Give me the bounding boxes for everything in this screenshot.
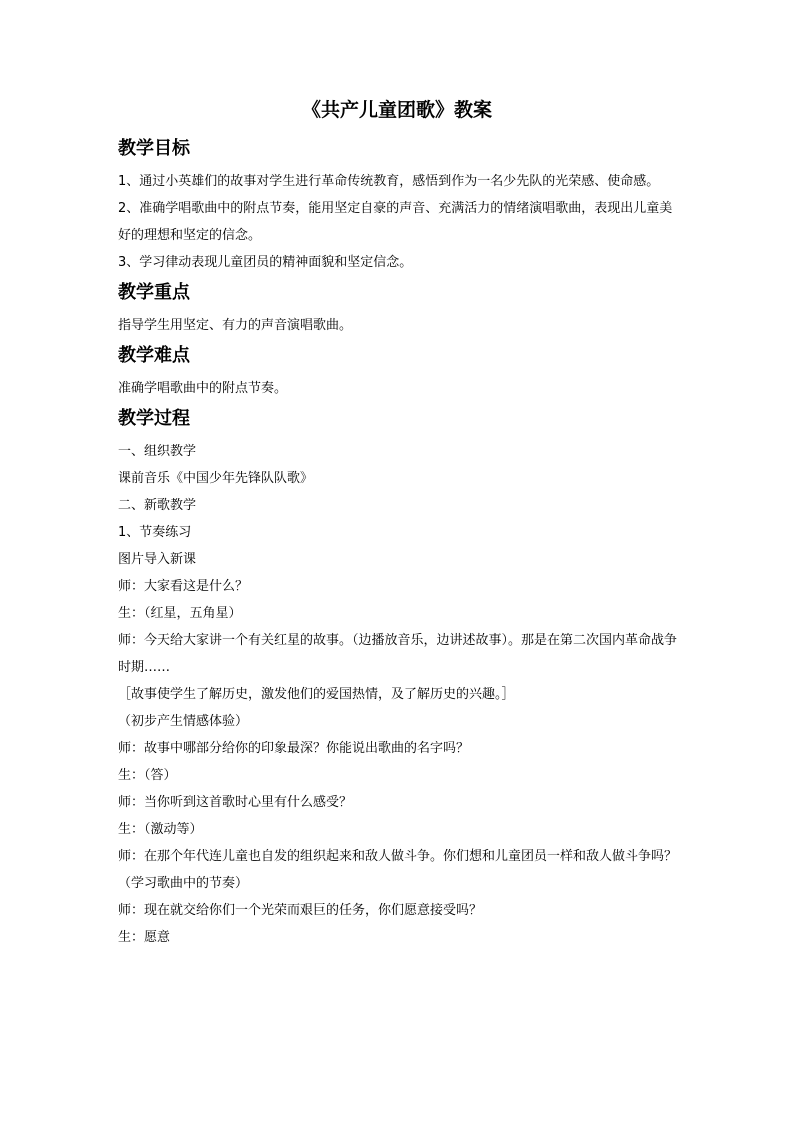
paragraph: 图片导入新课 xyxy=(118,552,197,567)
paragraph: 生：（红星，五角星） xyxy=(118,606,242,621)
paragraph: 3、学习律动表现儿童团员的精神面貌和坚定信念。 xyxy=(118,255,413,270)
paragraph: （初步产生情感体验） xyxy=(118,714,249,729)
paragraph: 师：大家看这是什么？ xyxy=(118,579,249,594)
paragraph: 师：现在就交给你们一个光荣而艰巨的任务，你们愿意接受吗？ xyxy=(118,903,483,918)
paragraph: 二、新歌教学 xyxy=(118,498,197,513)
section-heading: 教学重点 xyxy=(118,282,190,303)
paragraph: 1、节奏练习 xyxy=(118,525,192,540)
paragraph: 师：当你听到这首歌时心里有什么感受？ xyxy=(118,795,353,810)
paragraph: 课前音乐《中国少年先锋队队歌》 xyxy=(118,471,314,486)
section-heading: 教学过程 xyxy=(118,408,190,429)
paragraph: 1、通过小英雄们的故事对学生进行革命传统教育，感悟到作为一名少先队的光荣感、使命感。 xyxy=(118,174,660,189)
section-heading: 教学难点 xyxy=(118,345,190,366)
paragraph: 准确学唱歌曲中的附点节奏。 xyxy=(118,381,288,396)
paragraph: 生：（激动等） xyxy=(118,822,203,837)
document-title: 《共产儿童团歌》教案 xyxy=(301,99,492,121)
paragraph: 师：今天给大家讲一个有关红星的故事。（边播放音乐，边讲述故事）。那是在第二次国内革命战争时期…… xyxy=(118,633,678,675)
paragraph: 2、准确学唱歌曲中的附点节奏，能用坚定自豪的声音、充满活力的情绪演唱歌曲，表现出儿童美好的理想和坚定的信念。 xyxy=(118,201,673,243)
section-objectives xyxy=(118,136,680,276)
section-process xyxy=(118,406,680,951)
section-key-points xyxy=(118,280,680,339)
paragraph: 师：在那个年代连儿童也自发的组织起来和敌人做斗争。你们想和儿童团员一样和敌人做斗争吗？ xyxy=(118,849,678,864)
document-body xyxy=(118,136,680,951)
paragraph: 生：（答） xyxy=(118,768,177,783)
paragraph: 生：愿意 xyxy=(118,930,171,945)
paragraph: ［故事使学生了解历史，激发他们的爱国热情，及了解历史的兴趣。］ xyxy=(118,687,515,702)
section-difficulties xyxy=(118,343,680,402)
paragraph: （学习歌曲中的节奏） xyxy=(118,876,249,891)
paragraph: 一、组织教学 xyxy=(118,444,197,459)
paragraph: 指导学生用坚定、有力的声音演唱歌曲。 xyxy=(118,318,353,333)
paragraph: 师：故事中哪部分给你的印象最深？你能说出歌曲的名字吗？ xyxy=(118,741,470,756)
section-heading: 教学目标 xyxy=(118,138,190,159)
